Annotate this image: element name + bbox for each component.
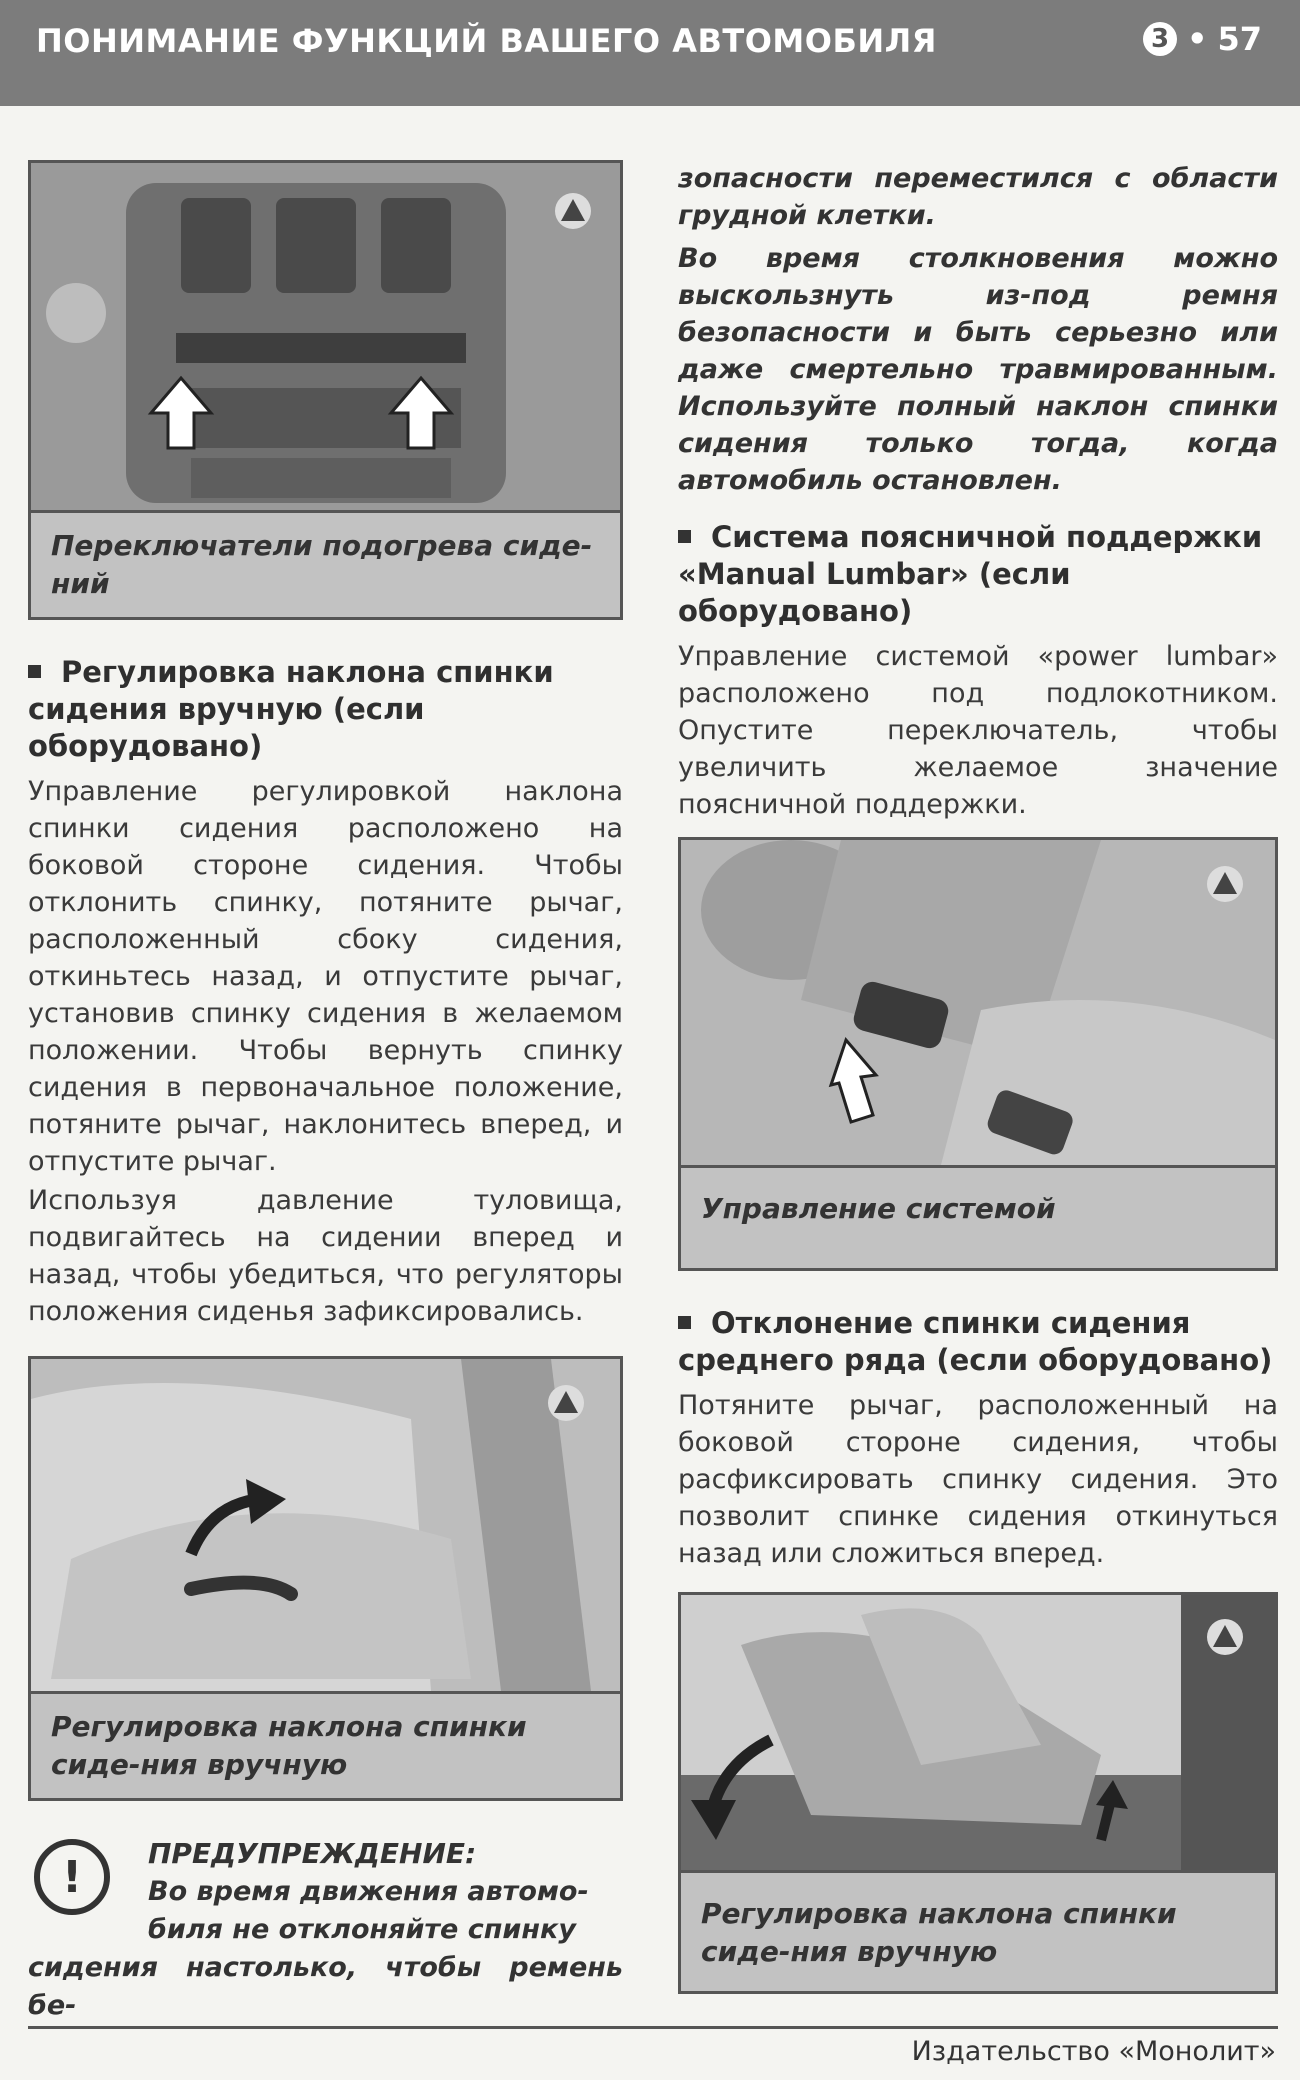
paragraph: Управление регулировкой наклона спинки сидения расположено на боковой стороне сидения. Чтобы отклонить спинку, потяните рычаг, расположенный сбоку сидения, откиньтесь назад, и отпустите рычаг, установив спинку сидения в желаемом положении. Чтобы вернуть спинку сидения в первоначальное положение, потяните рычаг, наклонитесь вперед, и отпустите рычаг. — [28, 776, 623, 1177]
section-bullet — [678, 1316, 691, 1329]
figure-caption: Регулировка наклона спинки сиде-ния вручную — [31, 1694, 620, 1798]
section-bullet — [28, 665, 41, 678]
footer-divider — [28, 2026, 1278, 2029]
warning-continued: зопасности переместился с области грудной клетки. — [678, 163, 1278, 231]
section-title-recline: Регулировка наклона спинки сидения вручную (если оборудовано) — [28, 655, 554, 763]
figure-caption: Переключатели подогрева сиде-ний — [31, 513, 620, 617]
chapter-number: 3 — [1143, 22, 1177, 56]
figure-corner-icon — [1205, 864, 1245, 904]
warning-title: ПРЕДУПРЕЖДЕНИЕ: — [148, 1837, 477, 1870]
photo-seat-lever — [31, 1359, 620, 1694]
page-header — [0, 0, 1300, 106]
figure-second-row-seat — [678, 1592, 1278, 1994]
page-number: 57 — [1217, 20, 1262, 58]
paragraph: Используя давление туловища, подвигайтесь на сидении вперед и назад, чтобы убедиться, что регуляторы положения сиденья зафиксировались. — [28, 1185, 623, 1327]
section-title-lumbar: Система поясничной поддержки «Manual Lumbar» (если оборудовано) — [678, 520, 1263, 628]
photo-lumbar-switch — [681, 840, 1275, 1168]
exclamation-icon: ! — [34, 1839, 110, 1915]
figure-corner-icon — [553, 191, 593, 231]
chapter-title: ПОНИМАНИЕ ФУНКЦИЙ ВАШЕГО АВТОМОБИЛЯ — [36, 22, 937, 60]
figure-seat-heater-switches — [28, 160, 623, 620]
left-column — [28, 160, 623, 2025]
section-bullet — [678, 530, 691, 543]
figure-caption: Регулировка наклона спинки сиде-ния вручную — [681, 1873, 1275, 1991]
paragraph: Потяните рычаг, расположенный на боковой стороне сидения, чтобы расфиксировать спинку сидения. Это позволит спинке сидения откинуться назад или сложиться вперед. — [678, 1390, 1278, 1569]
figure-recline-lever — [28, 1356, 623, 1801]
right-column — [678, 160, 1278, 2028]
section-title-second-row: Отклонение спинки сидения среднего ряда (если оборудовано) — [678, 1306, 1273, 1377]
page-number-block — [1143, 20, 1262, 58]
figure-corner-icon — [1205, 1617, 1245, 1657]
warning-line: Во время движения автомо- — [148, 1876, 589, 1907]
photo-dashboard — [31, 163, 620, 513]
warning-line: биля не отклоняйте спинку — [148, 1914, 576, 1945]
publisher-credit: Издательство «Монолит» — [911, 2036, 1276, 2067]
paragraph: Управление системой «power lumbar» расположено под подлокотником. Опустите переключатель, чтобы увеличить желаемое значение поясничной поддержки. — [678, 641, 1278, 820]
warning-paragraph: Во время столкновения можно выскользнуть из-под ремня безопасности и быть серьезно или даже смертельно травмированным. Используйте полный наклон спинки сидения только тогда, когда автомобиль остановлен. — [678, 243, 1278, 496]
separator: • — [1187, 20, 1208, 58]
warning-block — [28, 1835, 623, 2025]
figure-lumbar-control — [678, 837, 1278, 1271]
warning-line: сидения настолько, чтобы ремень бе- — [28, 1952, 623, 2021]
figure-caption: Управление системой — [681, 1168, 1275, 1268]
photo-folding-seat — [681, 1595, 1275, 1873]
figure-corner-icon — [546, 1383, 586, 1423]
